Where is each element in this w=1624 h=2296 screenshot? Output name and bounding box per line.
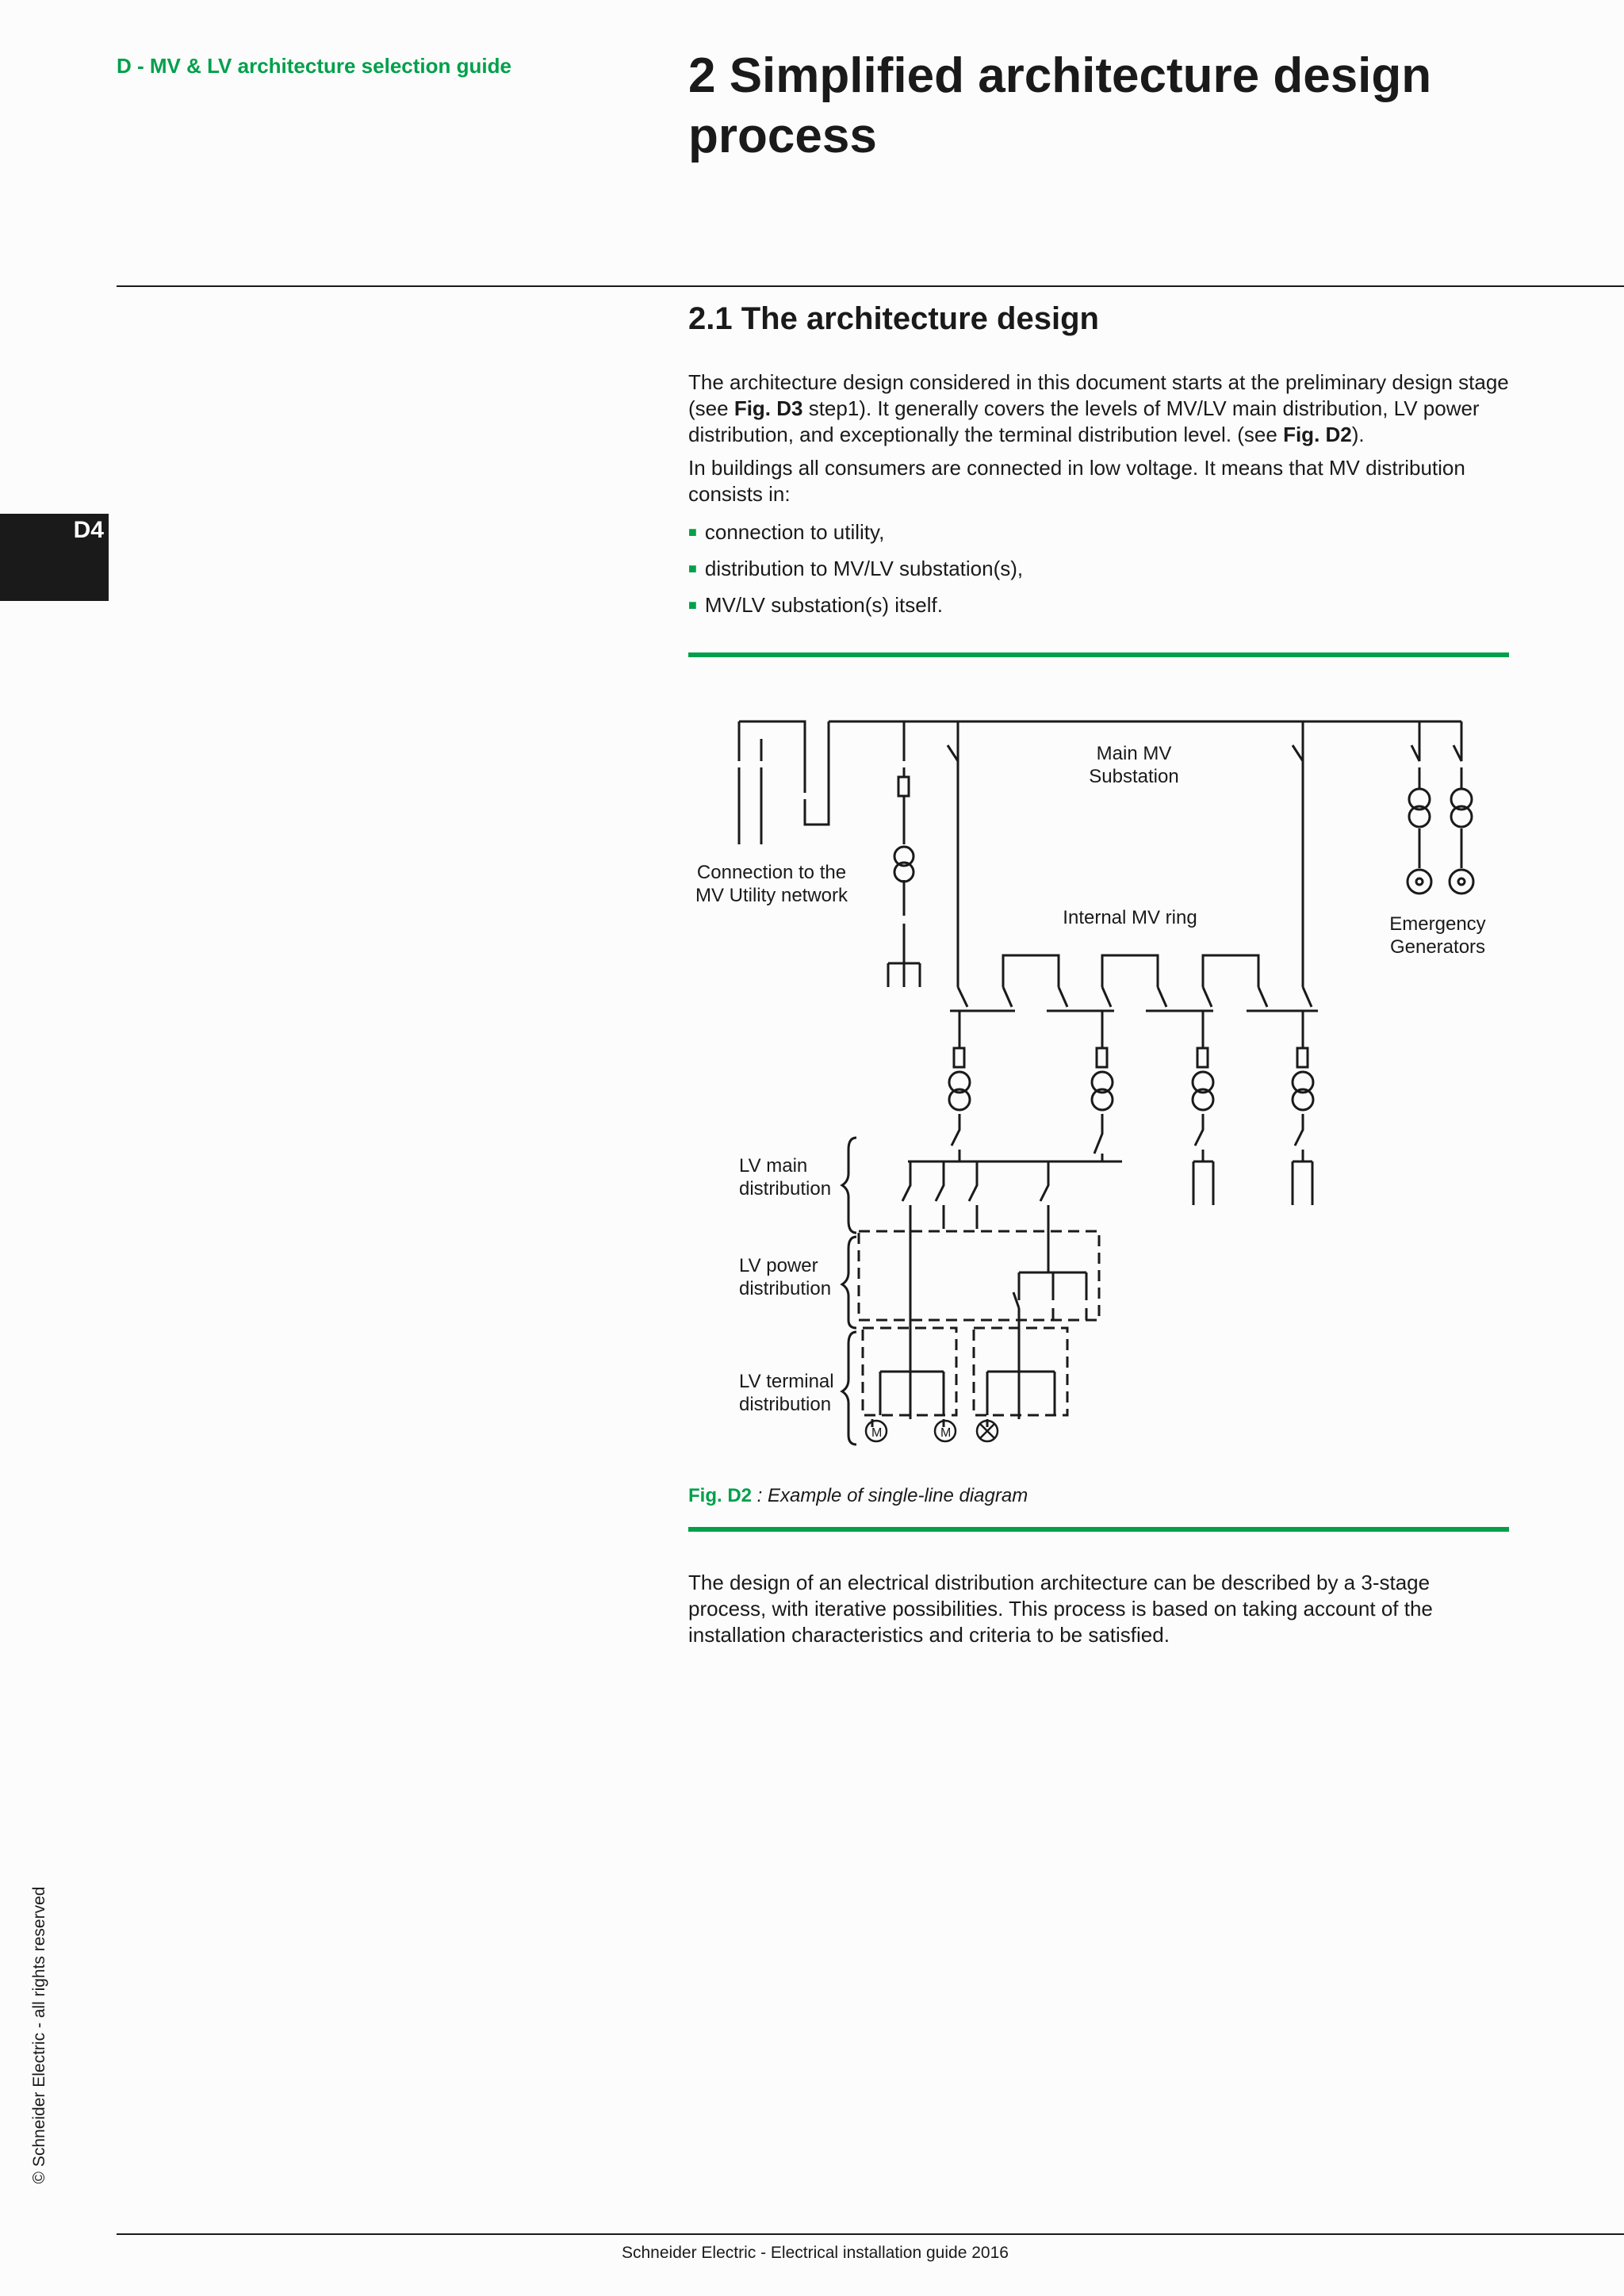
section-title: 2.1 The architecture design — [688, 301, 1099, 336]
main-mv-label: Main MV — [1096, 743, 1172, 764]
intro-text-c: ). — [1351, 423, 1365, 446]
process-paragraph: The design of an electrical distribution architecture can be described by a 3-stage process, with iterative possibilities. This process is based on taking account of the installation characteristics and criteria to be satisfied. — [688, 1571, 1433, 1647]
footer-rule — [117, 2233, 1624, 2235]
generators-label: Emergency — [1389, 913, 1486, 935]
list-item: ■ connection to utility, — [688, 515, 1023, 552]
main-mv-label: Substation — [1089, 766, 1179, 787]
mv-ring-label: Internal MV ring — [1063, 907, 1197, 928]
lv-power-box — [859, 1231, 1099, 1320]
section-tag: D - MV & LV architecture selection guide — [117, 54, 511, 78]
caption-reference: Fig. D2 — [688, 1485, 753, 1506]
list-item: ■ MV/LV substation(s) itself. — [688, 588, 1023, 625]
lv-power-label: distribution — [739, 1278, 832, 1299]
figure-bottom-rule — [688, 1527, 1509, 1532]
lv-terminal-label: distribution — [739, 1394, 832, 1415]
lv-terminal-label: LV terminal — [739, 1371, 834, 1392]
utility-connection-label: MV Utility network — [695, 885, 848, 906]
intro-text-b: step1). It generally covers the levels of MV/LV main distribution, LV power distribution, and exceptionally the terminal distribution level. (see — [688, 396, 1480, 446]
footer-text: Schneider Electric - Electrical installation guide 2016 — [622, 2244, 1009, 2262]
page-tab — [0, 514, 109, 601]
mv-bullet-list — [688, 515, 1023, 625]
lv-main-label: LV main — [739, 1155, 808, 1177]
list-item: ■ distribution to MV/LV substation(s), — [688, 552, 1023, 588]
utility-connection-label: Connection to the — [696, 862, 847, 883]
intro-text-a: The architecture design considered in this document starts at the preliminary design stage (see — [688, 370, 1509, 420]
mv-paragraph: In buildings all consumers are connected in low voltage. It means that MV distribution consists in: — [688, 456, 1465, 506]
single-line-diagram — [688, 698, 1513, 1459]
fig-d3-reference: Fig. D3 — [733, 396, 803, 420]
figure-caption — [688, 1485, 1028, 1507]
lv-power-label: LV power — [739, 1255, 818, 1276]
fig-d2-reference: Fig. D2 — [1283, 423, 1352, 446]
figure-top-rule — [688, 652, 1509, 657]
intro-paragraph — [688, 369, 1513, 448]
chapter-title: 2 Simplified architecture design process — [688, 48, 1432, 163]
motor-label: M — [871, 1426, 883, 1440]
copyright-notice: © Schneider Electric - all rights reserved — [30, 1886, 48, 2184]
caption-text: : Example of single-line diagram — [752, 1485, 1028, 1506]
page-tab-label: D4 — [73, 517, 104, 543]
motor-label: M — [940, 1426, 952, 1440]
generators-label: Generators — [1389, 936, 1486, 958]
header-rule — [117, 285, 1624, 287]
lv-main-label: distribution — [739, 1178, 832, 1200]
